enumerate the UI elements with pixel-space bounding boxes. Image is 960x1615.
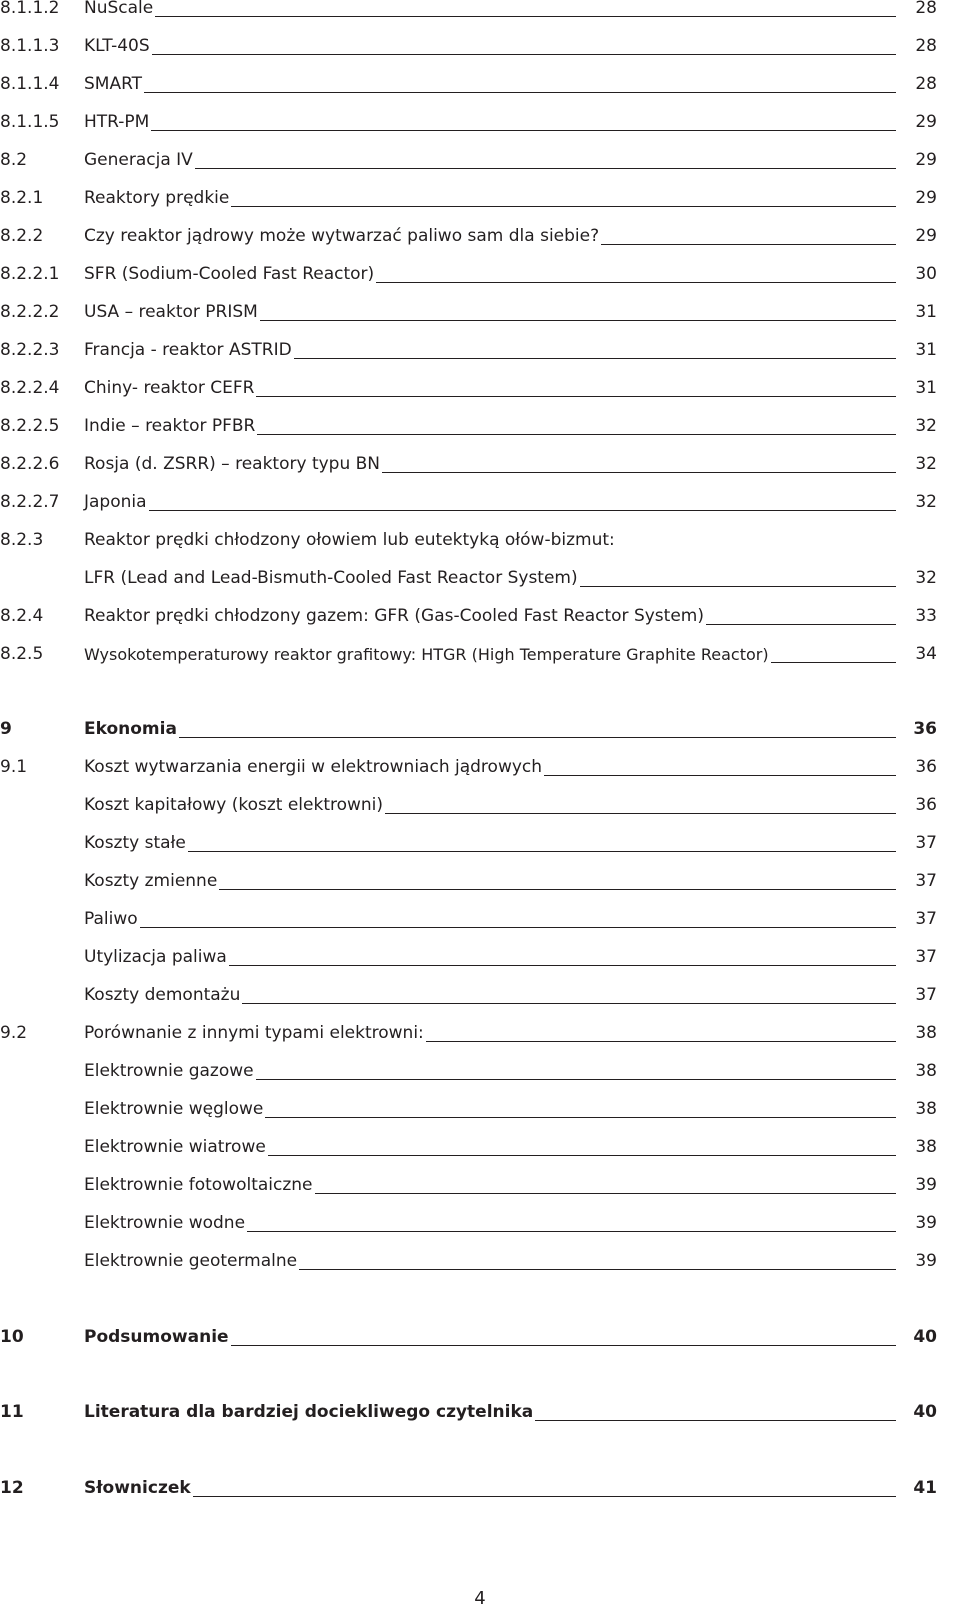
toc-entry[interactable] xyxy=(0,222,960,250)
toc-entry-title: Czy reaktor jądrowy może wytwarzać paliwo sam dla siebie? xyxy=(84,226,600,246)
toc-entry-page: 37 xyxy=(915,871,937,891)
toc-entry-title: SFR (Sodium-Cooled Fast Reactor) xyxy=(84,264,375,284)
dot-leader xyxy=(382,472,896,473)
toc-entry-page: 28 xyxy=(915,0,937,18)
dot-leader xyxy=(580,586,896,587)
toc-entry-page: 29 xyxy=(915,112,937,132)
toc-entry[interactable] xyxy=(0,602,960,630)
toc-entry-title: Koszty stałe xyxy=(84,833,186,853)
toc-entry-page: 28 xyxy=(915,74,937,94)
toc-entry-title: Paliwo xyxy=(84,909,138,929)
toc-entry[interactable] xyxy=(0,526,960,554)
toc-entry-number: 8.2.2 xyxy=(0,226,44,246)
dot-leader xyxy=(260,320,896,321)
dot-leader xyxy=(195,168,896,169)
toc-entry-page: 36 xyxy=(913,719,937,739)
toc-entry[interactable] xyxy=(0,1057,960,1085)
toc-entry-page: 41 xyxy=(913,1478,937,1498)
toc-entry-page: 29 xyxy=(915,150,937,170)
toc-entry-page: 37 xyxy=(915,947,937,967)
toc-entry-page: 31 xyxy=(915,378,937,398)
dot-leader xyxy=(771,662,896,663)
toc-entry-title: Literatura dla bardziej dociekliwego czytelnika xyxy=(84,1402,534,1422)
dot-leader xyxy=(231,1345,896,1346)
toc-entry-number: 8.2.4 xyxy=(0,606,44,626)
toc-entry-number: 9.1 xyxy=(0,757,28,777)
toc-entry-number: 8.2.2.5 xyxy=(0,416,60,436)
toc-entry-title: Elektrownie gazowe xyxy=(84,1061,254,1081)
toc-entry-number: 10 xyxy=(0,1327,24,1347)
dot-leader xyxy=(706,624,896,625)
toc-entry[interactable] xyxy=(0,184,960,212)
toc-entry-number: 8.2.2.7 xyxy=(0,492,60,512)
toc-entry-title: Francja - reaktor ASTRID xyxy=(84,340,292,360)
toc-entry-title: USA – reaktor PRISM xyxy=(84,302,258,322)
toc-entry[interactable] xyxy=(0,374,960,402)
toc-entry[interactable] xyxy=(0,791,960,819)
toc-entry[interactable] xyxy=(0,0,960,22)
toc-entry-title: Generacja IV xyxy=(84,150,193,170)
toc-entry[interactable] xyxy=(0,260,960,288)
toc-entry-title: Porównanie z innymi typami elektrowni: xyxy=(84,1023,424,1043)
toc-entry-title: HTR-PM xyxy=(84,112,150,132)
toc-entry[interactable] xyxy=(0,1171,960,1199)
toc-entry-title: Elektrownie węglowe xyxy=(84,1099,264,1119)
toc-entry[interactable] xyxy=(0,412,960,440)
toc-entry-page: 39 xyxy=(915,1251,937,1271)
toc-entry-page: 37 xyxy=(915,833,937,853)
toc-entry-number: 9 xyxy=(0,719,12,739)
toc-entry[interactable] xyxy=(0,981,960,1009)
toc-entry-number: 8.1.1.2 xyxy=(0,0,60,18)
toc-chapter[interactable] xyxy=(0,715,960,743)
toc-entry-page: 39 xyxy=(915,1213,937,1233)
dot-leader xyxy=(257,434,896,435)
toc-entry-number: 8.2.2.1 xyxy=(0,264,60,284)
toc-entry-page: 34 xyxy=(915,644,937,664)
toc-entry-title: Elektrownie fotowoltaiczne xyxy=(84,1175,313,1195)
toc-entry-page: 28 xyxy=(915,36,937,56)
toc-entry-title: KLT-40S xyxy=(84,36,150,56)
dot-leader xyxy=(299,1269,896,1270)
toc-entry-page: 30 xyxy=(915,264,937,284)
toc-entry[interactable] xyxy=(0,450,960,478)
dot-leader xyxy=(188,851,896,852)
toc-entry-title: Chiny- reaktor CEFR xyxy=(84,378,255,398)
toc-entry-page: 38 xyxy=(915,1023,937,1043)
toc-entry-title: Wysokotemperaturowy reaktor grafitowy: HTGR (High Temperature Graphite Reactor) xyxy=(84,645,769,664)
toc-entry-number: 8.1.1.4 xyxy=(0,74,60,94)
toc-entry[interactable] xyxy=(0,32,960,60)
toc-entry-title: Reaktor prędki chłodzony gazem: GFR (Gas-Cooled Fast Reactor System) xyxy=(84,606,704,626)
toc-entry-page: 32 xyxy=(915,416,937,436)
page-number: 4 xyxy=(474,1588,486,1609)
toc-entry[interactable] xyxy=(0,640,960,668)
dot-leader xyxy=(179,737,896,738)
toc-entry-page: 38 xyxy=(915,1099,937,1119)
toc-entry-title: Reaktor prędki chłodzony ołowiem lub eutektyką ołów-bizmut: xyxy=(84,530,615,550)
toc-entry[interactable] xyxy=(0,1247,960,1275)
toc-entry-title: LFR (Lead and Lead-Bismuth-Cooled Fast Reactor System) xyxy=(84,568,578,588)
toc-entry-number: 8.2.3 xyxy=(0,530,44,550)
toc-entry-number: 11 xyxy=(0,1402,24,1422)
toc-entry-title: NuScale xyxy=(84,0,154,18)
toc-entry-page: 38 xyxy=(915,1137,937,1157)
toc-entry-number: 8.1.1.5 xyxy=(0,112,60,132)
toc-entry-number: 8.2 xyxy=(0,150,28,170)
dot-leader xyxy=(140,927,896,928)
dot-leader xyxy=(385,813,896,814)
toc-entry[interactable] xyxy=(0,488,960,516)
dot-leader xyxy=(229,965,896,966)
toc-entry-page: 37 xyxy=(915,985,937,1005)
dot-leader xyxy=(219,889,896,890)
toc-entry-page: 37 xyxy=(915,909,937,929)
toc-entry-number: 9.2 xyxy=(0,1023,28,1043)
dot-leader xyxy=(155,16,896,17)
toc-entry-title: Koszty zmienne xyxy=(84,871,218,891)
dot-leader xyxy=(376,282,896,283)
toc-entry[interactable] xyxy=(0,943,960,971)
toc-entry[interactable] xyxy=(0,298,960,326)
toc-entry-title: Elektrownie wiatrowe xyxy=(84,1137,266,1157)
toc-entry-title: Utylizacja paliwa xyxy=(84,947,227,967)
toc-entry-title: Koszt kapitałowy (koszt elektrowni) xyxy=(84,795,384,815)
toc-entry[interactable] xyxy=(0,564,960,592)
dot-leader xyxy=(265,1117,896,1118)
toc-entry[interactable] xyxy=(0,905,960,933)
toc-entry-title: Elektrownie wodne xyxy=(84,1213,246,1233)
toc-entry-page: 36 xyxy=(915,757,937,777)
toc-entry-number: 8.2.2.6 xyxy=(0,454,60,474)
toc-entry-page: 40 xyxy=(913,1402,937,1422)
toc-entry-page: 29 xyxy=(915,188,937,208)
toc-entry-title: Podsumowanie xyxy=(84,1327,229,1347)
dot-leader xyxy=(268,1155,896,1156)
toc-entry-title: Koszty demontażu xyxy=(84,985,241,1005)
dot-leader xyxy=(294,358,896,359)
dot-leader xyxy=(256,1079,896,1080)
toc-entry-title: SMART xyxy=(84,74,143,94)
dot-leader xyxy=(256,396,896,397)
toc-entry-page: 31 xyxy=(915,340,937,360)
toc-entry-number: 8.2.2.3 xyxy=(0,340,60,360)
toc-entry-number: 8.2.5 xyxy=(0,644,44,664)
toc-entry-page: 32 xyxy=(915,568,937,588)
toc-entry-title: Elektrownie geotermalne xyxy=(84,1251,298,1271)
toc-entry-page: 31 xyxy=(915,302,937,322)
dot-leader xyxy=(193,1496,896,1497)
toc-entry-number: 12 xyxy=(0,1478,24,1498)
toc-entry[interactable] xyxy=(0,1095,960,1123)
toc-entry-page: 36 xyxy=(915,795,937,815)
toc-entry[interactable] xyxy=(0,867,960,895)
toc-entry[interactable] xyxy=(0,70,960,98)
dot-leader xyxy=(535,1420,896,1421)
toc-entry-page: 32 xyxy=(915,492,937,512)
toc-entry[interactable] xyxy=(0,1209,960,1237)
toc-entry[interactable] xyxy=(0,753,960,781)
dot-leader xyxy=(426,1041,896,1042)
toc-entry-number: 8.2.2.4 xyxy=(0,378,60,398)
toc-entry-title: Reaktory prędkie xyxy=(84,188,230,208)
toc-entry-page: 39 xyxy=(915,1175,937,1195)
dot-leader xyxy=(601,244,896,245)
toc-entry-title: Ekonomia xyxy=(84,719,177,739)
dot-leader xyxy=(242,1003,896,1004)
toc-chapter[interactable] xyxy=(0,1474,960,1502)
toc-entry-title: Rosja (d. ZSRR) – reaktory typu BN xyxy=(84,454,381,474)
toc-entry-title: Japonia xyxy=(84,492,147,512)
dot-leader xyxy=(152,54,896,55)
toc-entry-page: 29 xyxy=(915,226,937,246)
dot-leader xyxy=(144,92,896,93)
toc-entry-number: 8.2.2.2 xyxy=(0,302,60,322)
toc-entry[interactable] xyxy=(0,336,960,364)
dot-leader xyxy=(151,130,896,131)
toc-entry-title: Koszt wytwarzania energii w elektrowniach jądrowych xyxy=(84,757,543,777)
dot-leader xyxy=(247,1231,896,1232)
toc-entry-page: 40 xyxy=(913,1327,937,1347)
toc-entry[interactable] xyxy=(0,1019,960,1047)
toc-entry[interactable] xyxy=(0,1133,960,1161)
toc-entry-number: 8.1.1.3 xyxy=(0,36,60,56)
toc-entry-page: 38 xyxy=(915,1061,937,1081)
toc-entry[interactable] xyxy=(0,146,960,174)
toc-chapter[interactable] xyxy=(0,1398,960,1426)
toc-entry-page: 32 xyxy=(915,454,937,474)
dot-leader xyxy=(231,206,896,207)
toc-entry-title: Słowniczek xyxy=(84,1478,191,1498)
toc-entry[interactable] xyxy=(0,829,960,857)
dot-leader xyxy=(544,775,896,776)
toc-entry-page: 33 xyxy=(915,606,937,626)
dot-leader xyxy=(149,510,896,511)
dot-leader xyxy=(315,1193,896,1194)
toc-chapter[interactable] xyxy=(0,1323,960,1351)
toc-entry-title: Indie – reaktor PFBR xyxy=(84,416,256,436)
toc-entry-number: 8.2.1 xyxy=(0,188,44,208)
toc-entry[interactable] xyxy=(0,108,960,136)
